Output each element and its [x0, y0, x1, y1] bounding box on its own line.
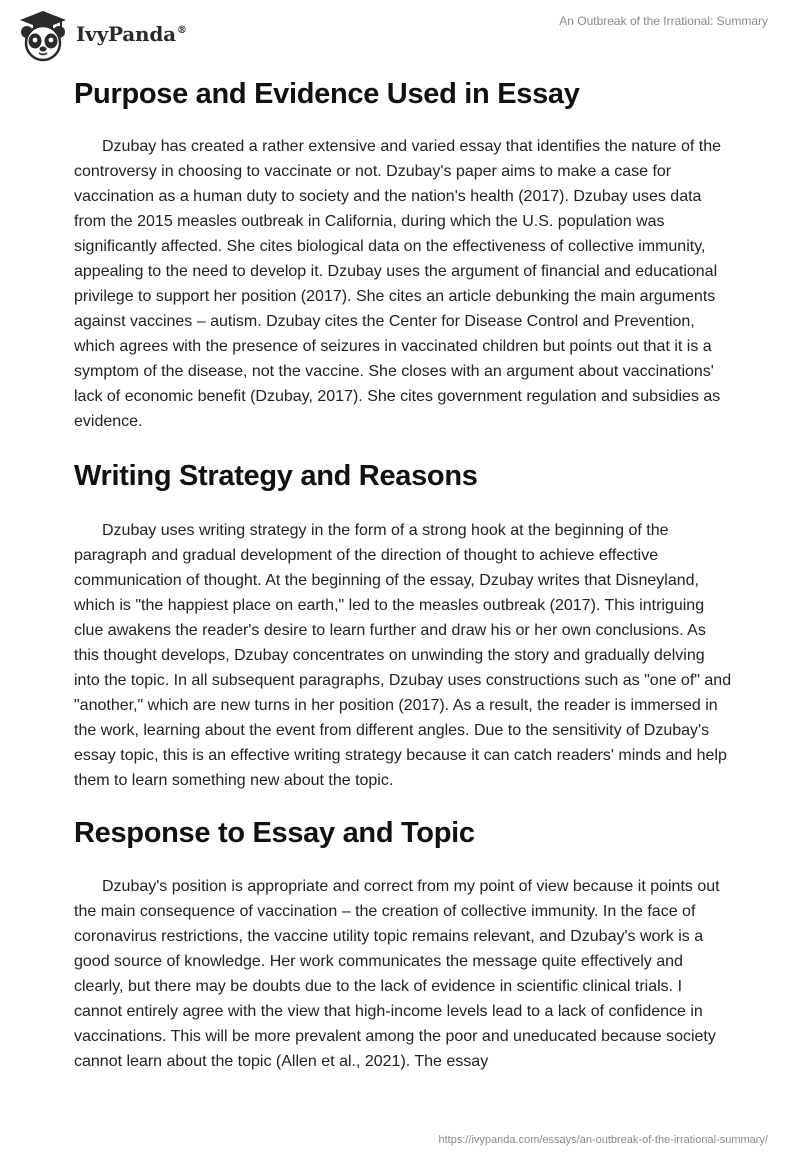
section-paragraph: Dzubay uses writing strategy in the form of a strong hook at the beginning of the paragraph and gradual development of the direction of thought to achieve effective communication of thought. At the beginning of the essay, Dzubay writes that Disneyland, which is "the happiest place on earth," led to the measles outbreak (2017). This intriguing clue awakens the reader's desire to learn further and draw his or her own conclusions. As this thought develops, Dzubay concentrates on unwinding the story and gradually delving into the topic. In all subsequent paragraphs, Dzubay uses constructions such as "one of" and "another," which are new turns in her position (2017). As a result, the reader is immersed in the work, learning about the event from different angles. Due to the sensitivity of Dzubay's essay topic, this is an effective writing strategy because it can catch readers' minds and help them to learn something new about the topic.: [74, 522, 732, 789]
section-heading: Response to Essay and Topic: [74, 817, 475, 849]
document-title: An Outbreak of the Irrational: Summary: [559, 14, 768, 28]
ivypanda-logo[interactable]: [14, 6, 254, 64]
section-purpose-evidence: [74, 74, 734, 434]
panda-graduate-icon: [14, 6, 72, 64]
logo-wordmark: [76, 22, 187, 46]
logo-name: IvyPanda: [76, 22, 176, 46]
section-heading: Purpose and Evidence Used in Essay: [74, 78, 580, 110]
section-paragraph: Dzubay's position is appropriate and correct from my point of view because it points out the main consequence of vaccination – the creation of collective immunity. In the face of coronavirus restrictions, the vaccine utility topic remains relevant, and Dzubay's work is a good source of knowledge. Her work communicates the message quite effectively and clearly, but there may be doubts due to the lack of evidence in scientific clinical trials. I cannot entirely agree with the view that high-income levels lead to a lack of confidence in vaccinations. This will be more prevalent among the poor and uneducated because society cannot learn about the topic (Allen et al., 2021). The essay: [74, 878, 720, 1070]
section-heading: Writing Strategy and Reasons: [74, 460, 478, 492]
section-writing-strategy: [74, 456, 734, 793]
page-header: [0, 0, 800, 70]
section-paragraph: Dzubay has created a rather extensive and varied essay that identifies the nature of the controversy in choosing to vaccinate or not. Dzubay's paper aims to make a case for vaccination as a human duty to society and the nation's health (2017). Dzubay uses data from the 2015 measles outbreak in California, during which the U.S. population was significantly affected. She cites biological data on the effectiveness of collective immunity, appealing to the need to develop it. Dzubay uses the argument of financial and educational privilege to support her position (2017). She cites an article debunking the main arguments against vaccines – autism. Dzubay cites the Center for Disease Control and Prevention, which agrees with the presence of seizures in vaccinated children but points out that it is a symptom of the disease, not the vaccine. She closes with an argument about vaccinations' lack of economic benefit (Dzubay, 2017). She cites government regulation and subsidies as evidence.: [74, 138, 722, 430]
essay-content: [74, 72, 734, 1074]
source-url[interactable]: https://ivypanda.com/essays/an-outbreak-of-the-irrational-summary/: [438, 1134, 768, 1146]
logo-registered-mark: ®: [176, 25, 187, 37]
section-response: [74, 813, 734, 1074]
